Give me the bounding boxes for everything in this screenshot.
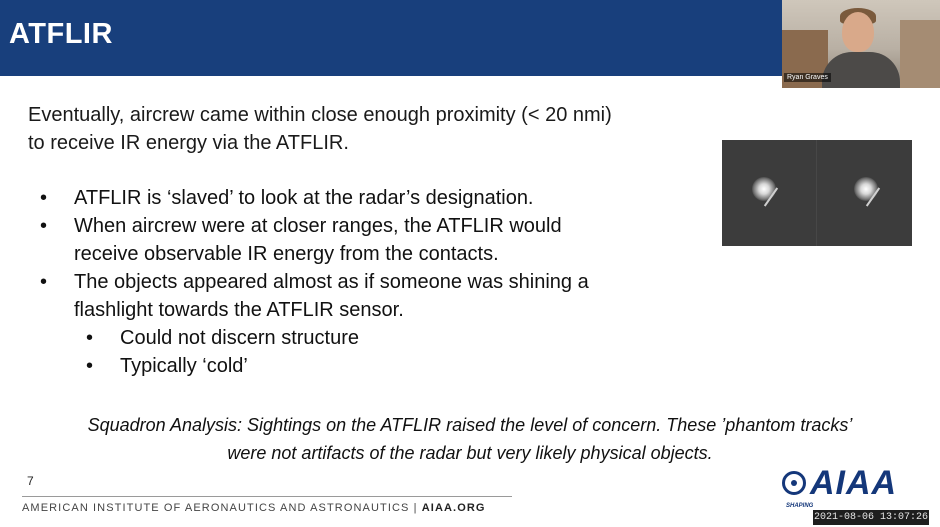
footer-website: AIAA.ORG [421,502,486,514]
recording-timestamp: 2021-08-06 13:07:26 [813,512,929,523]
intro-line: to receive IR energy via the ATFLIR. [28,132,349,154]
analysis-line: Squadron Analysis: Sightings on the ATFLIR raised the level of concern. These ’phantom tracks’ [87,415,853,435]
sub-bullet-item [74,352,738,380]
bullet-symbol: • [86,327,94,349]
logo-tagline: SHAPING [786,503,814,509]
sub-bullet-item [74,324,738,352]
bullet-text: The objects appeared almost as if someone was shining a [74,271,589,293]
bullet-item [38,184,738,212]
ir-object-glow [854,177,878,201]
presenter-body [822,52,900,88]
intro-text [28,101,612,157]
footer-org-name: AMERICAN INSTITUTE OF AERONAUTICS AND ASTRONAUTICS | [22,502,418,514]
background-shelf [900,20,940,88]
bullet-item [38,268,738,380]
bullet-text: receive observable IR energy from the contacts. [74,243,499,265]
bullet-text: flashlight towards the ATFLIR sensor. [74,299,404,321]
aiaa-logo [782,466,897,500]
ir-object-glow [752,177,776,201]
image-divider [816,140,817,246]
bullet-symbol: • [40,271,48,293]
participant-name-label: Ryan Graves [784,73,831,82]
bullet-symbol: • [40,215,48,237]
intro-line: Eventually, aircrew came within close enough proximity (< 20 nmi) [28,104,612,126]
bullet-text: When aircrew were at closer ranges, the ATFLIR would [74,215,562,237]
bullet-text: ATFLIR is ‘slaved’ to look at the radar’s designation. [74,187,534,209]
sub-bullet-list [74,324,738,380]
page-number: 7 [27,474,34,488]
webcam-video [782,0,940,88]
aiaa-logo-mark-icon [782,471,806,495]
analysis-line: were not artifacts of the radar but very likely physical objects. [227,443,713,463]
footer-divider [22,496,512,497]
aiaa-logo-text: AIAA [810,464,898,502]
sub-bullet-text: Could not discern structure [120,327,360,349]
bullet-list [38,184,738,380]
presenter-head [842,12,874,52]
squadron-analysis [0,411,940,467]
sub-bullet-text: Typically ‘cold’ [120,355,248,377]
bullet-item [38,212,738,268]
bullet-symbol: • [40,187,48,209]
bullet-symbol: • [86,355,94,377]
slide-title: ATFLIR [9,18,113,50]
atflir-ir-image [722,140,912,246]
footer [22,502,486,514]
